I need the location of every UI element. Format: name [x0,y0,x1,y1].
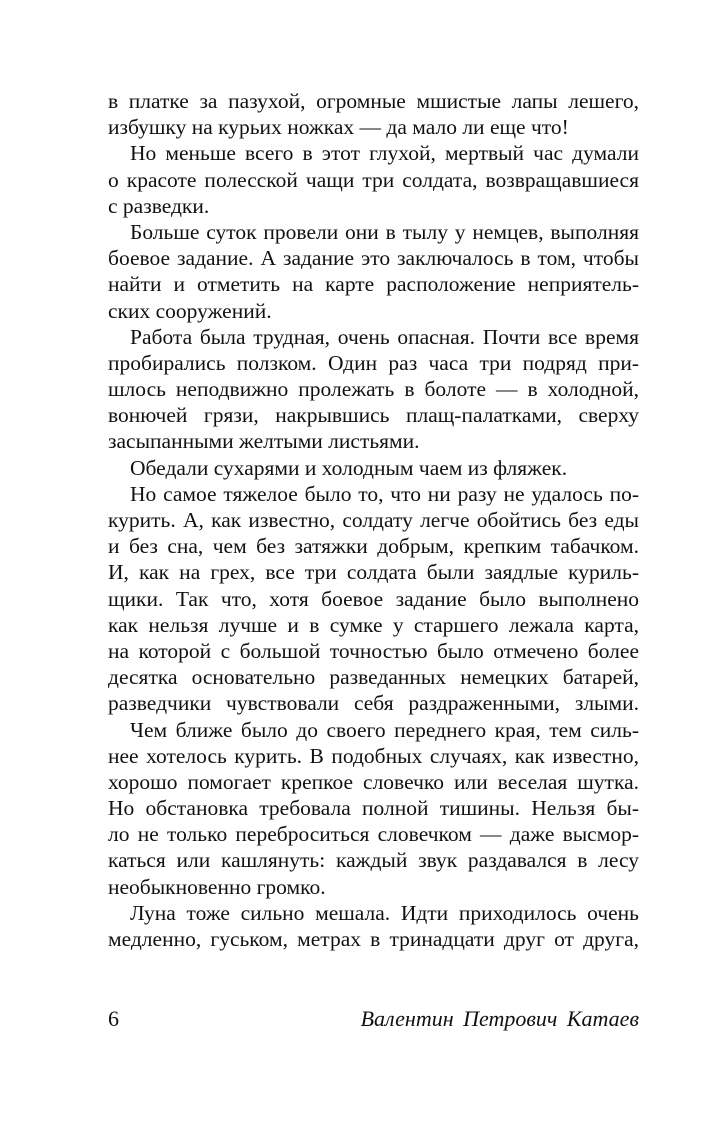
text-line: Обедали сухарями и холодным чаем из фляжек. [130,455,568,480]
text-line: шлось неподвижно пролежать в болоте — в холодной, [108,377,639,402]
text-line: Работа была трудная, очень опасная. Почти все время [130,324,639,349]
text-line: вонючей грязи, накрывшись плащ-палатками, сверху [108,403,639,428]
text-line: найти и отметить на карте расположение неприятель- [108,272,639,297]
text-line: необыкновенно громко. [108,874,326,899]
text-line: как нельзя лучше и в сумке у старшего лежала карта, [108,612,639,637]
text-line: ских сооружений. [108,298,272,323]
text-line: о красоте полесской чащи три солдата, возвращавшиеся [108,167,639,192]
running-footer-author: Валентин Петрович Катаев [360,1006,639,1031]
text-line: Но самое тяжелое было то, что ни разу не удалось по- [130,481,639,506]
text-line: десятка основательно разведанных немецких батарей, [108,665,639,690]
text-line: хорошо помогает крепкое словечко или веселая шутка. [108,769,639,794]
text-line: в платке за пазухой, огромные мшистые лапы лешего, [108,89,639,113]
text-line: разведчики чувствовали себя раздраженными, злыми. [108,691,639,716]
page-number: 6 [108,1006,119,1031]
text-line: курить. А, как известно, солдату легче обойтись без еды [108,508,639,532]
text-line: нее хотелось курить. В подобных случаях, как известно, [108,743,639,768]
text-line: пробирались ползком. Один раз часа три подряд при- [108,350,639,375]
body-text [108,88,639,952]
text-line: Луна тоже сильно мешала. Идти приходилось очень [130,900,639,925]
text-line: с разведки. [108,193,210,218]
text-line: Но меньше всего в этот глухой, мертвый час думали [130,141,639,166]
text-line: каться или кашлянуть: каждый звук раздавался в лесу [108,848,639,873]
text-line: Больше суток провели они в тылу у немцев, выполняя [130,219,639,244]
text-line: на которой с большой точностью было отмечено более [108,638,639,663]
text-line: ло не только переброситься словечком — даже высмор- [108,822,639,847]
text-line: избушку на курьих ножках — да мало ли еще что! [108,115,569,140]
text-line: медленно, гуськом, метрах в тринадцати друг от друга, [108,927,639,951]
text-line: Чем ближе было до своего переднего края, тем силь- [130,717,639,742]
text-line: Но обстановка требовала полной тишины. Нельзя бы- [108,796,639,821]
text-line: боевое задание. А задание это заключалось в том, чтобы [108,246,639,271]
text-line: щики. Так что, хотя боевое задание было выполнено [108,586,639,611]
text-line: засыпанными желтыми листьями. [108,429,420,454]
text-line: и без сна, чем без затяжки добрым, крепким табачком. [108,534,639,559]
text-line: И, как на грех, все три солдата были заядлые куриль- [108,560,639,585]
